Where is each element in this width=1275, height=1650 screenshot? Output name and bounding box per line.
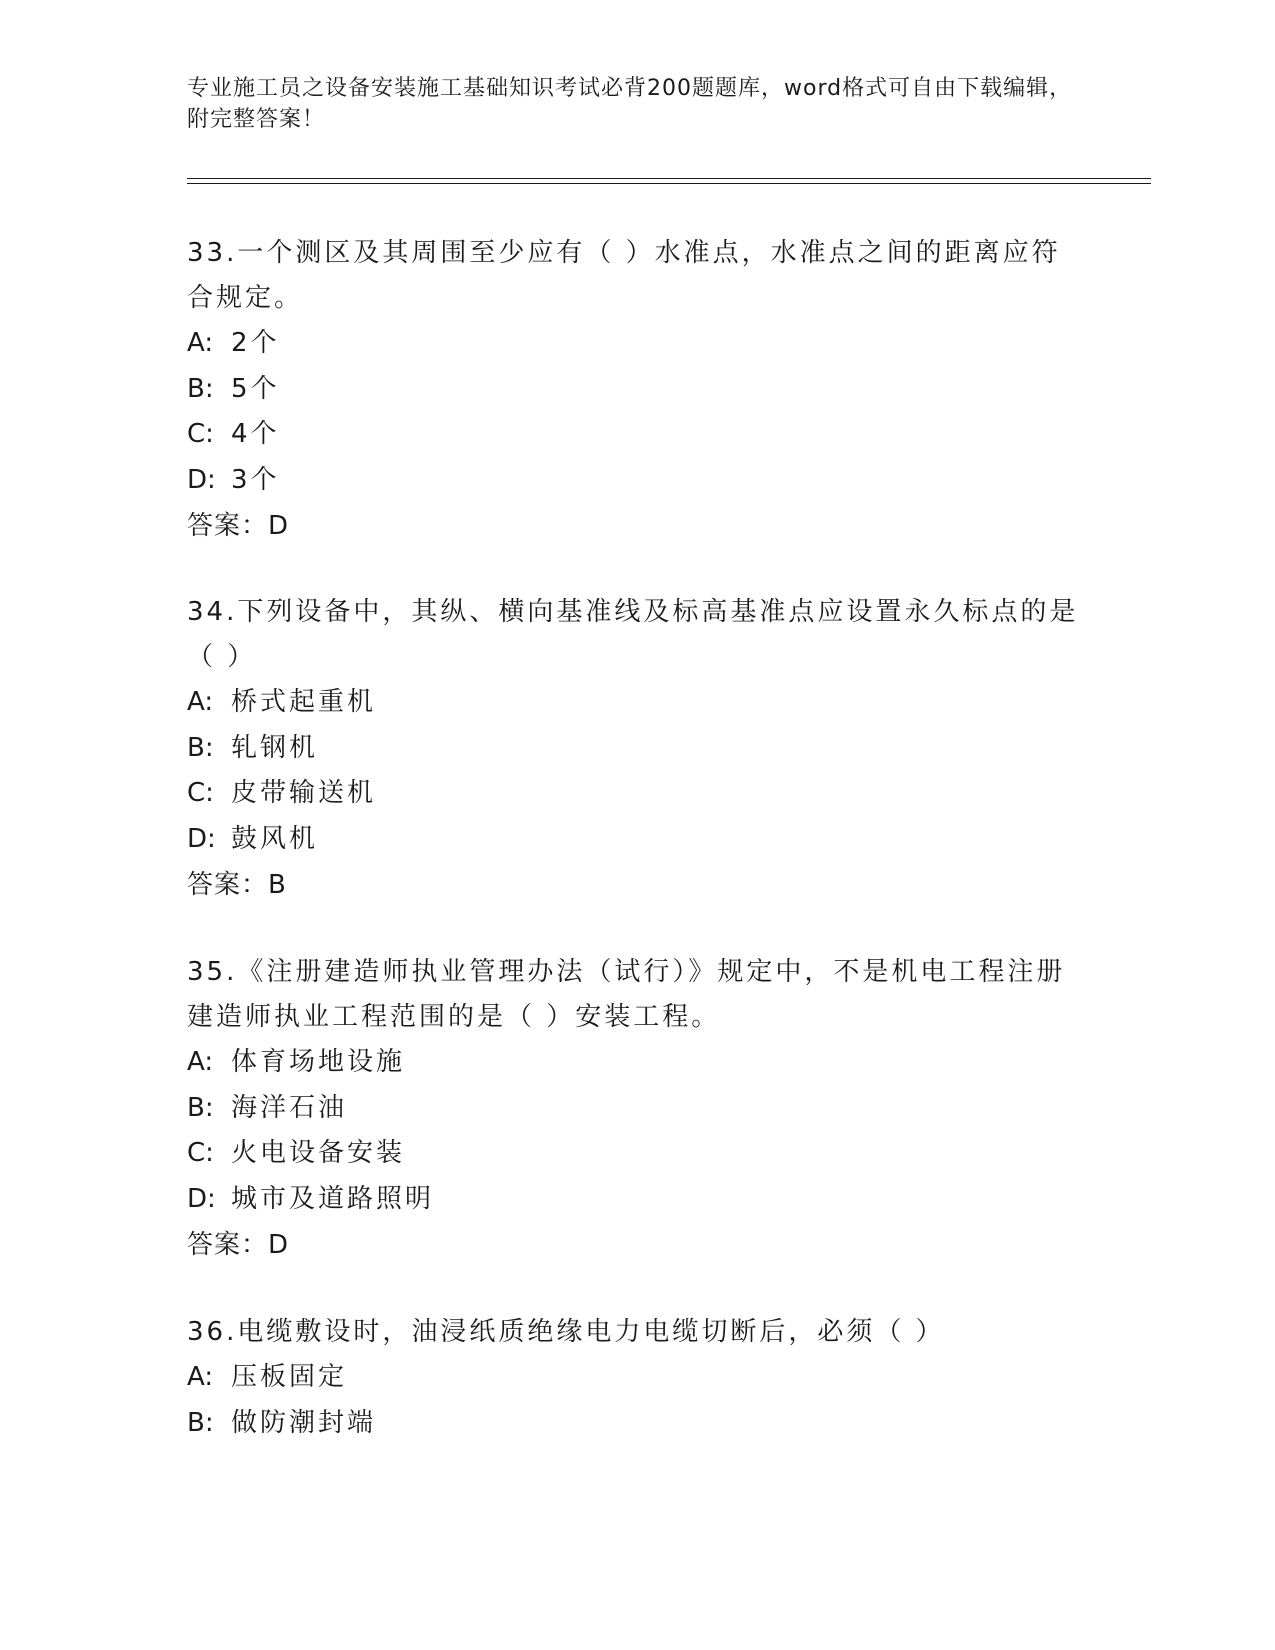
- option-letter: A:: [187, 1047, 214, 1077]
- option-b: [187, 1401, 1087, 1447]
- option-text: 2个: [231, 328, 280, 358]
- option-text: 3个: [231, 464, 280, 495]
- option-d: [187, 817, 1087, 863]
- option-b: [187, 367, 1087, 413]
- option-letter: A:: [187, 328, 214, 358]
- option-c: [187, 412, 1087, 458]
- answer-line: [187, 862, 1087, 908]
- answer-line: [187, 1222, 1087, 1268]
- option-text: 4个: [231, 419, 280, 449]
- option-letter: C:: [187, 1138, 214, 1168]
- option-text: 体育场地设施: [231, 1047, 406, 1077]
- option-text: 桥式起重机: [231, 687, 377, 717]
- answer-value: D: [268, 511, 289, 541]
- option-letter: C:: [187, 778, 214, 808]
- header-divider-bottom: [187, 183, 1151, 184]
- option-letter: D:: [187, 464, 216, 495]
- option-a: [187, 1355, 1087, 1401]
- option-d: [187, 458, 1087, 504]
- option-letter: D:: [187, 823, 216, 854]
- option-letter: C:: [187, 419, 214, 449]
- question-text: 36.电缆敷设时，油浸纸质绝缘电力电缆切断后，必须（ ）: [187, 1317, 945, 1347]
- document-header: 专业施工员之设备安装施工基础知识考试必背200题题库，word格式可自由下载编辑，附完整答案！: [187, 76, 1073, 132]
- option-a: [187, 680, 1087, 726]
- option-text: 火电设备安装: [231, 1138, 406, 1168]
- answer-label: 答案：: [187, 1230, 269, 1260]
- option-letter: B:: [187, 732, 214, 763]
- question-text: 35.《注册建造师执业管理办法（试行）》规定中，不是机电工程注册建造师执业工程范围的是（ ）安装工程。: [187, 957, 1066, 1032]
- answer-value: B: [268, 870, 286, 900]
- option-letter: B:: [187, 1092, 214, 1123]
- option-a: [187, 1040, 1087, 1086]
- option-letter: B:: [187, 1407, 214, 1438]
- option-d: [187, 1177, 1087, 1223]
- question-33: [187, 231, 1087, 549]
- option-text: 城市及道路照明: [231, 1183, 435, 1214]
- option-text: 鼓风机: [231, 823, 319, 854]
- option-text: 压板固定: [231, 1362, 348, 1392]
- answer-value: D: [268, 1230, 289, 1260]
- question-text: 33.一个测区及其周围至少应有（ ）水准点，水准点之间的距离应符合规定。: [187, 238, 1061, 313]
- option-text: 5个: [231, 373, 280, 404]
- question-34: [187, 590, 1087, 908]
- question-36: [187, 1310, 1087, 1446]
- option-a: [187, 321, 1087, 367]
- option-b: [187, 726, 1087, 772]
- answer-label: 答案：: [187, 870, 269, 900]
- option-letter: A:: [187, 1362, 214, 1392]
- answer-label: 答案：: [187, 511, 269, 541]
- option-text: 轧钢机: [231, 732, 319, 763]
- question-35: [187, 950, 1087, 1268]
- option-b: [187, 1086, 1087, 1132]
- option-text: 皮带输送机: [231, 778, 377, 808]
- option-letter: A:: [187, 687, 214, 717]
- question-text: 34.下列设备中，其纵、横向基准线及标高基准点应设置永久标点的是（ ）: [187, 597, 1079, 672]
- option-text: 做防潮封端: [231, 1407, 377, 1438]
- option-c: [187, 771, 1087, 817]
- answer-line: [187, 503, 1087, 549]
- option-letter: B:: [187, 373, 214, 404]
- option-letter: D:: [187, 1183, 216, 1214]
- option-text: 海洋石油: [231, 1092, 348, 1123]
- option-c: [187, 1131, 1087, 1177]
- header-divider-top: [187, 178, 1151, 179]
